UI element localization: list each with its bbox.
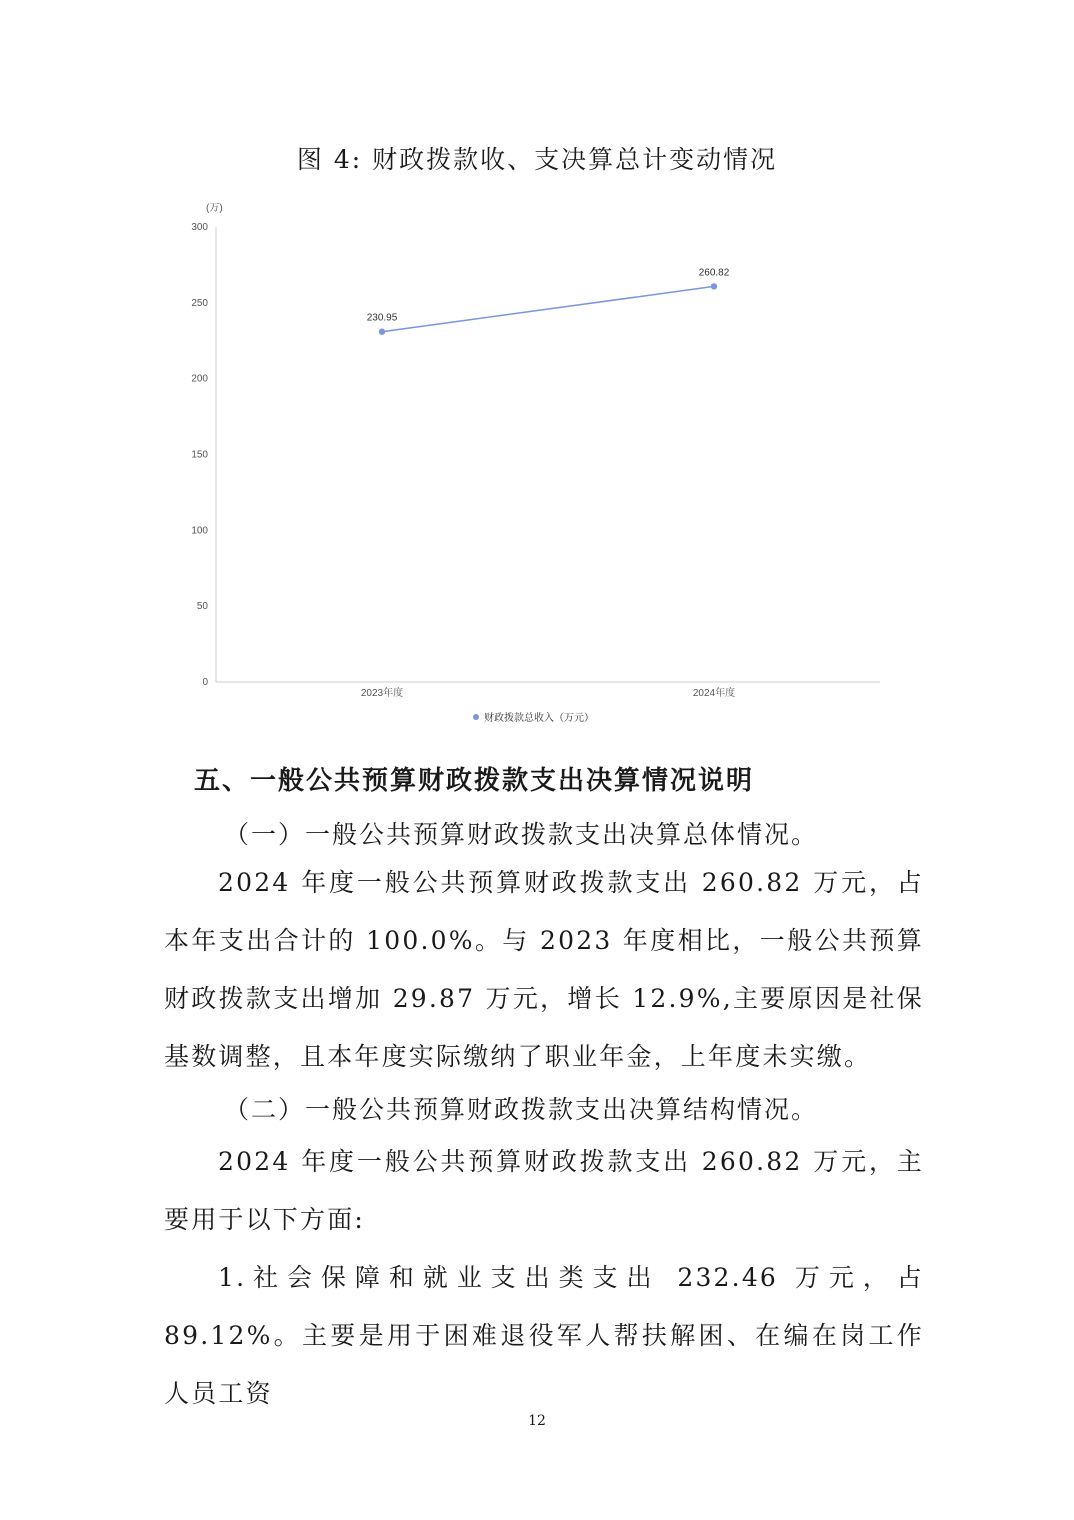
x-tick-label: 2023年度 <box>360 688 404 699</box>
y-axis-unit-label: (万) <box>206 203 223 214</box>
subheading-overall: （一）一般公共预算财政拨款支出决算总体情况。 <box>224 820 819 849</box>
data-label: 230.95 <box>366 312 398 324</box>
figure-title: 图 4: 财政拨款收、支决算总计变动情况 <box>296 145 778 174</box>
page-number: 12 <box>528 1413 546 1429</box>
y-tick-label: 100 <box>191 525 208 537</box>
y-tick-label: 150 <box>191 449 208 461</box>
series-line <box>382 286 714 331</box>
paragraph-structure: 2024 年度一般公共预算财政拨款支出 260.82 万元，主要用于以下方面: <box>164 1147 924 1234</box>
y-tick-label: 0 <box>202 677 208 688</box>
y-tick-label: 300 <box>191 222 208 233</box>
section-heading: 五、一般公共预算财政拨款支出决算情况说明 <box>194 766 755 796</box>
data-point <box>379 329 385 335</box>
data-point <box>711 283 717 289</box>
subheading-structure: （二）一般公共预算财政拨款支出决算结构情况。 <box>224 1095 819 1124</box>
y-tick-label: 250 <box>191 297 208 309</box>
y-tick-label: 200 <box>191 373 208 385</box>
y-tick-label: 50 <box>196 601 208 613</box>
x-tick-label: 2024年度 <box>692 688 736 699</box>
paragraph-social-security: 1.社会保障和就业支出类支出 232.46 万元，占 89.12%。主要是用于困难退役军人帮扶解困、在编在岗工作人员工资 <box>164 1263 924 1408</box>
legend-marker <box>473 714 479 720</box>
legend-label: 财政拨款总收入（万元） <box>484 713 594 724</box>
data-label: 260.82 <box>698 267 730 279</box>
paragraph-overall: 2024 年度一般公共预算财政拨款支出 260.82 万元，占本年支出合计的 100.0%。与 2023 年度相比，一般公共预算财政拨款支出增加 29.87 万元，增长 12.9%,主要原因是社保基数调整，且本年度实际缴纳了职业年金，上年度未实缴。 <box>164 868 924 1071</box>
line-chart <box>0 0 1074 740</box>
